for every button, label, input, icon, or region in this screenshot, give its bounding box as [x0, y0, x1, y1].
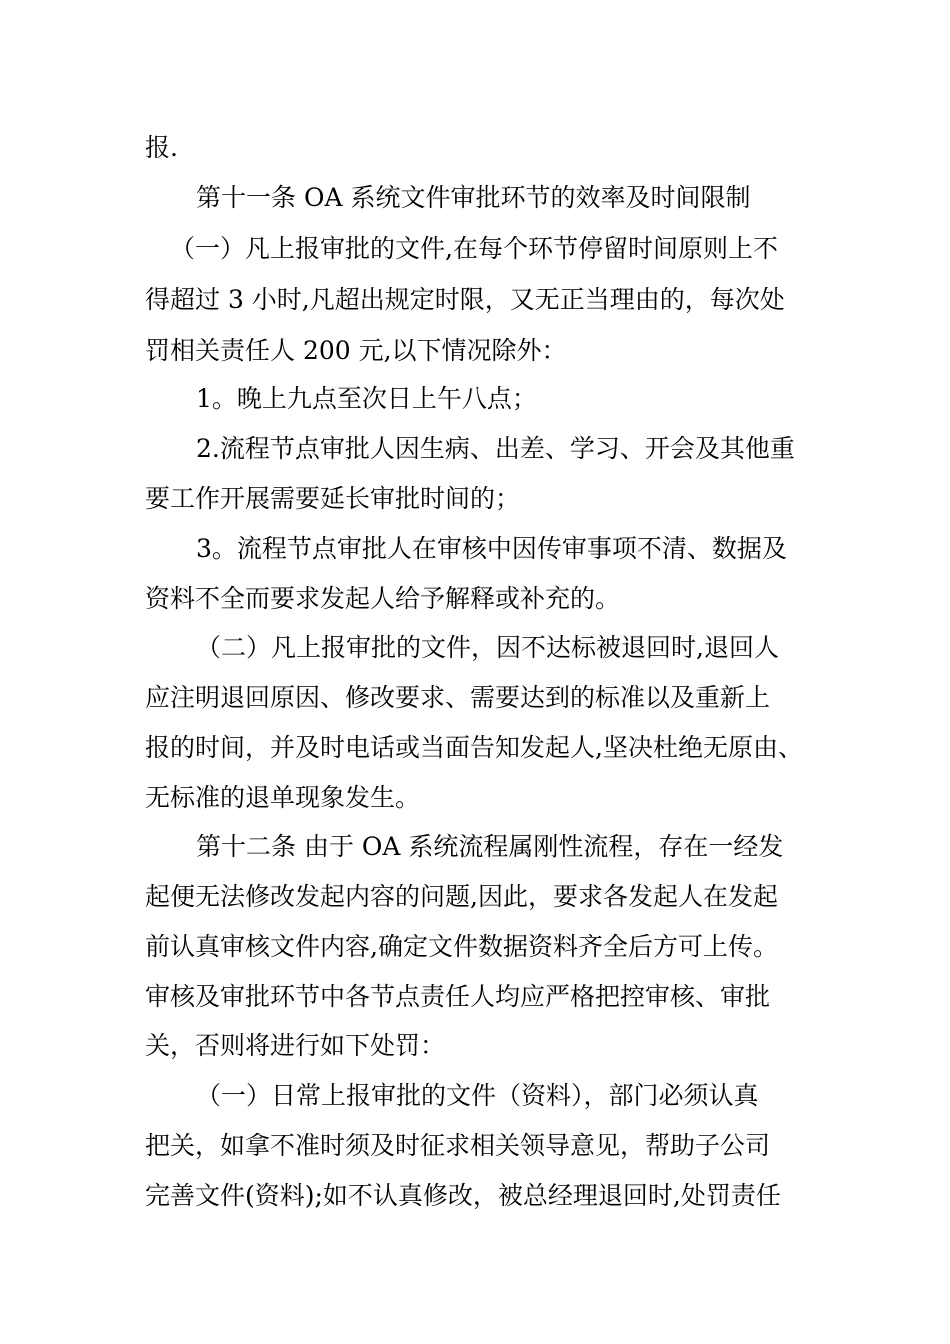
text-line: 应注明退回原因、修改要求、需要达到的标准以及重新上 — [145, 683, 771, 712]
text-line: 审核及审批环节中各节点责任人均应严格把控审核、审批 — [145, 982, 771, 1011]
text-line: 得超过 3 小时,凡超出规定时限，又无正当理由的，每次处 — [145, 285, 785, 314]
text-line: （一）日常上报审批的文件（资料），部门必须认真 — [196, 1081, 759, 1110]
text-line: 前认真审核文件内容,确定文件数据资料齐全后方可上传。 — [145, 932, 778, 961]
text-line: 1。晚上九点至次日上午八点； — [196, 384, 537, 413]
article-heading-11: 第十一条 OA 系统文件审批环节的效率及时间限制 — [196, 183, 751, 212]
text-line: 罚相关责任人 200 元,以下情况除外： — [145, 336, 567, 365]
text-line: （二）凡上报审批的文件，因不达标被退回时,退回人 — [196, 633, 779, 662]
text-line: 要工作开展需要延长审批时间的； — [145, 484, 521, 513]
text-line: 起便无法修改发起内容的问题,因此，要求各发起人在发起 — [145, 882, 778, 911]
text-line: 资料不全而要求发起人给予解释或补充的。 — [145, 584, 621, 613]
text-line: 把关，如拿不准时须及时征求相关领导意见，帮助子公司 — [145, 1131, 771, 1160]
text-line: 2.流程节点审批人因生病、出差、学习、开会及其他重 — [196, 434, 795, 463]
text-line: （一）凡上报审批的文件,在每个环节停留时间原则上不 — [170, 234, 778, 263]
text-line: 完善文件(资料);如不认真修改，被总经理退回时,处罚责任 — [145, 1181, 781, 1210]
text-line: 无标准的退单现象发生。 — [145, 783, 421, 812]
text-line: 报的时间，并及时电话或当面告知发起人,坚决杜绝无原由、 — [145, 733, 803, 762]
article-heading-12: 第十二条 由于 OA 系统流程属刚性流程，存在一经发 — [196, 832, 784, 861]
text-line: 关，否则将进行如下处罚： — [145, 1031, 446, 1060]
text-line: 报. — [145, 133, 178, 162]
text-line: 3。流程节点审批人在审核中因传审事项不清、数据及 — [196, 534, 787, 563]
